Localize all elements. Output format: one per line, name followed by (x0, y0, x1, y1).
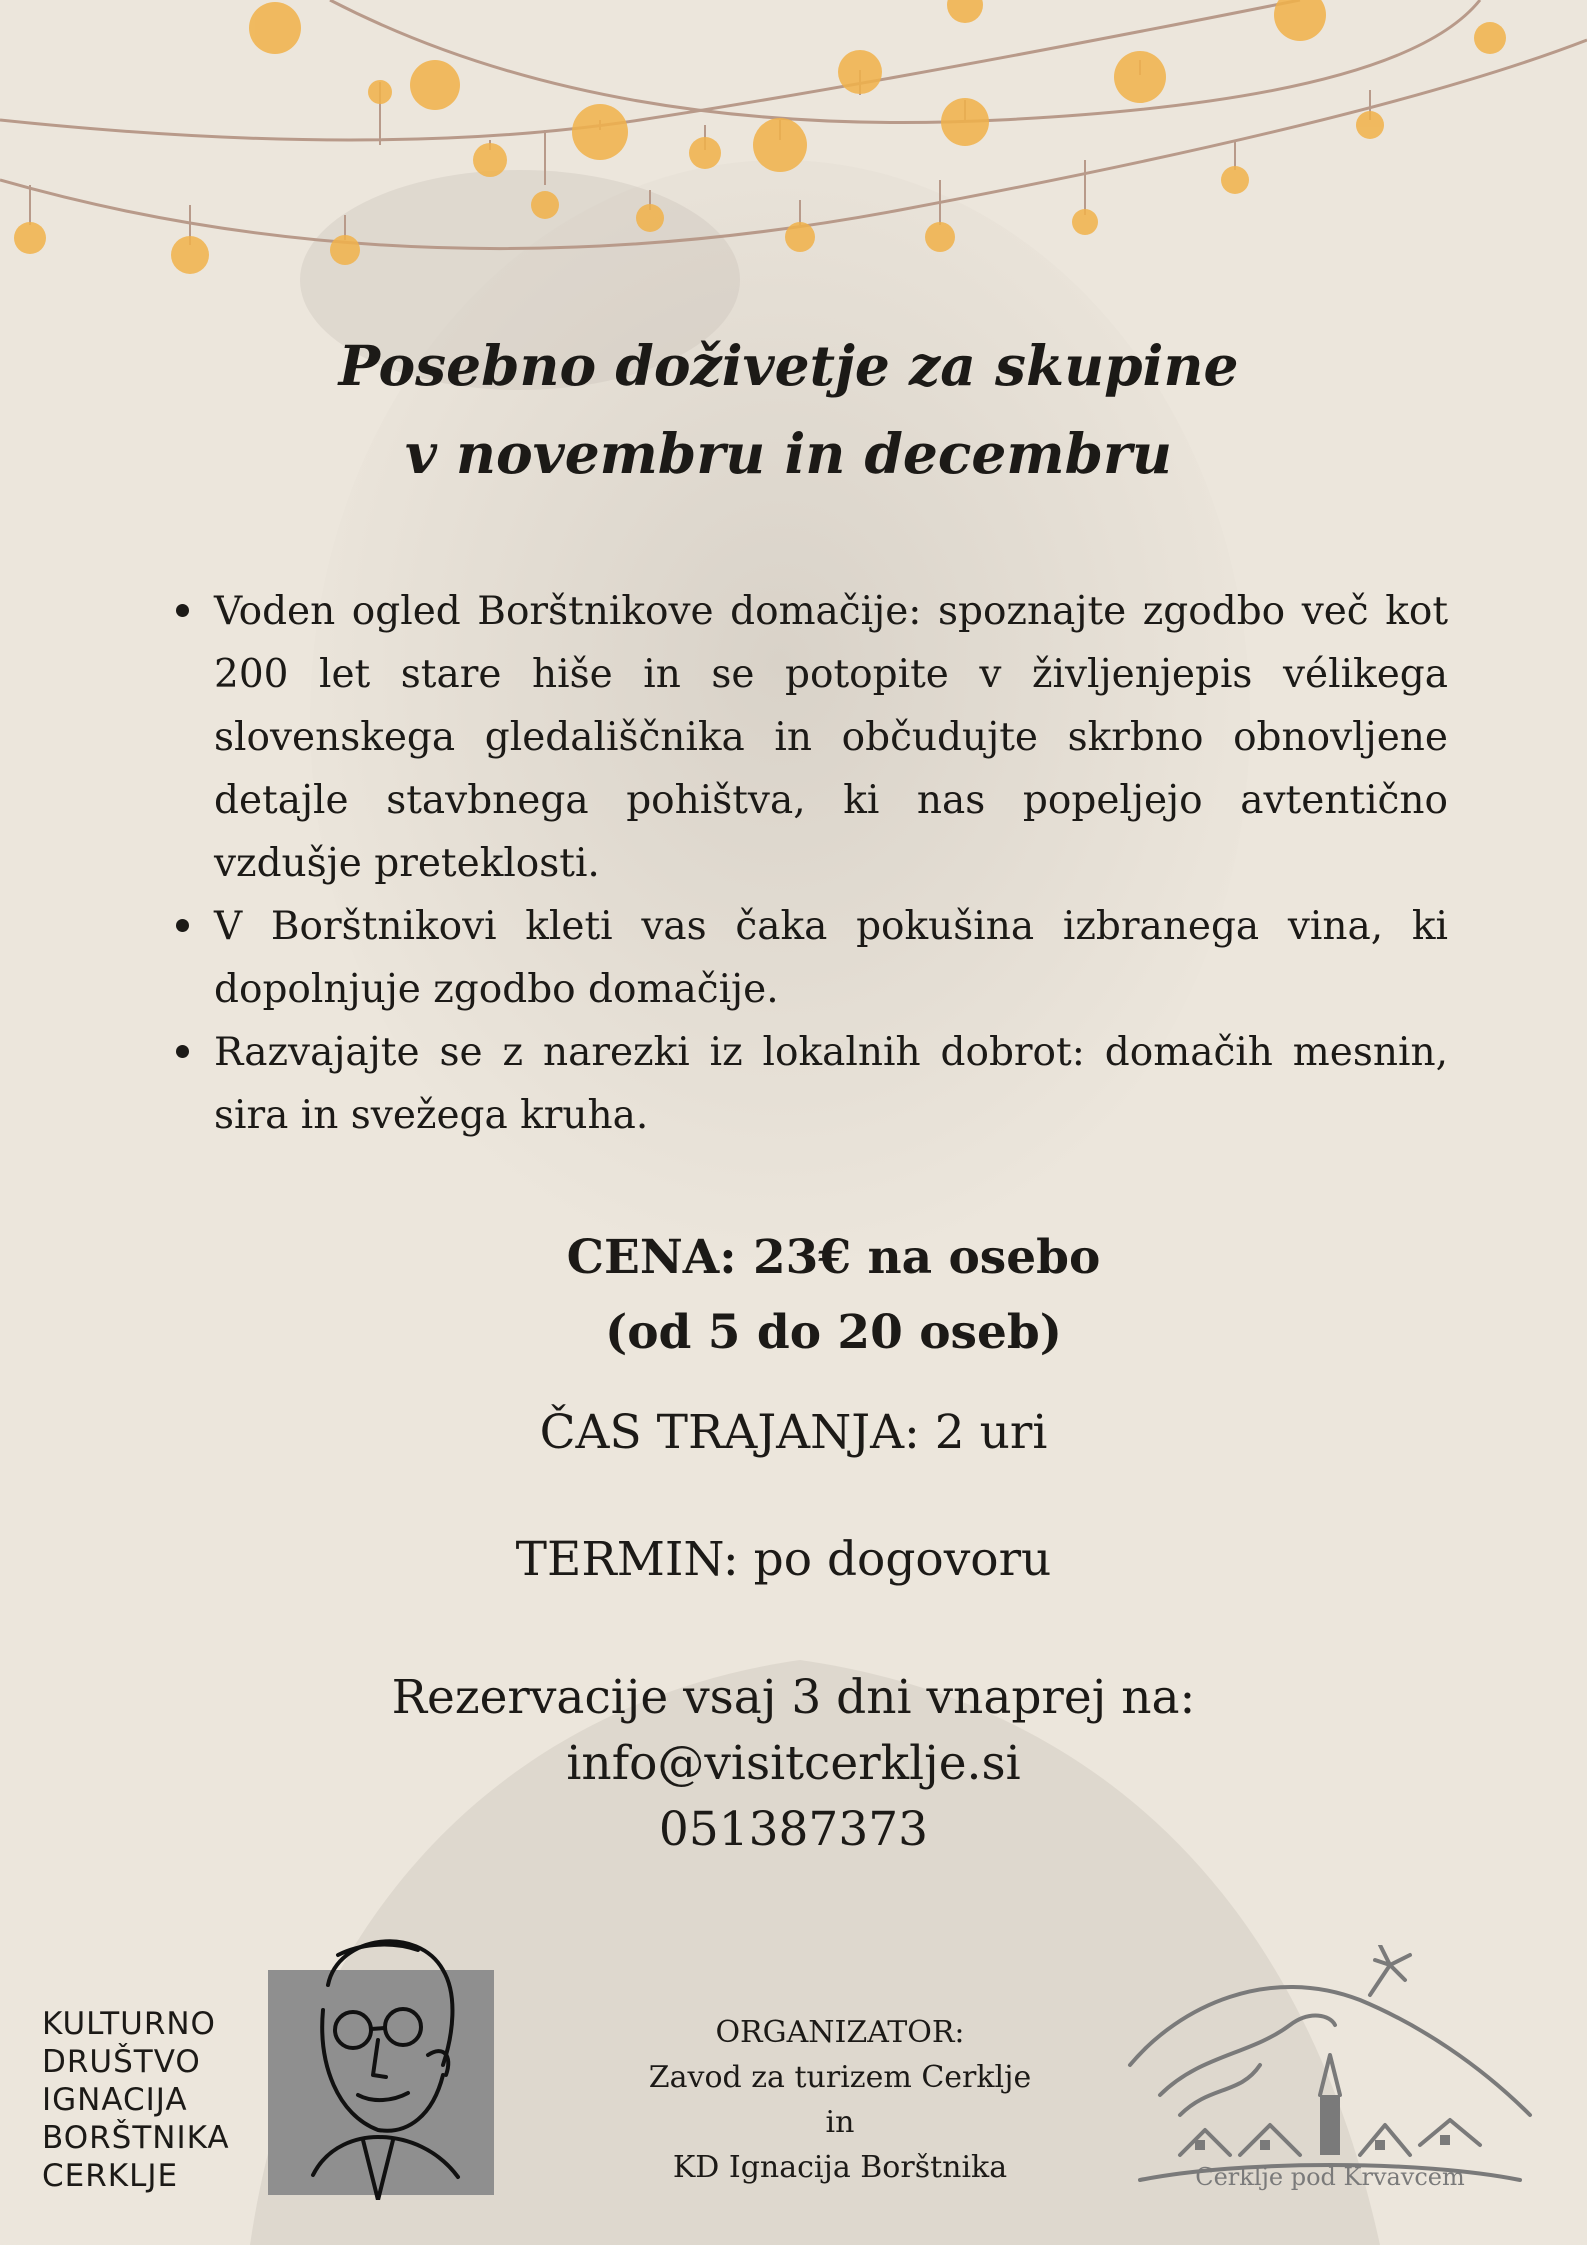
bullet-dot-icon (176, 919, 189, 932)
organizer-block (600, 2010, 1080, 2190)
reservation-email[interactable]: info@visitcerklje.si (566, 1736, 1021, 1791)
organizer-conjunction: in (825, 2105, 855, 2140)
reservation-text: Rezervacije vsaj 3 dni vnaprej na: (391, 1670, 1196, 1725)
price-block (0, 1220, 1587, 1370)
term-block (0, 1525, 1587, 1595)
string-lights-decoration (0, 0, 1587, 300)
duration-text: ČAS TRAJANJA: 2 uri (539, 1405, 1048, 1460)
duration-block (0, 1398, 1587, 1468)
borstnik-portrait-icon (268, 1915, 498, 2200)
bullet-item-tour: Voden ogled Borštnikove domačije: spoznajte zgodbo več kot 200 let stare hiše in se potopite v življenjepis vélikega slovenskega gledališčnika in občudujte skrbno obnovljene detajle stavbnega pohištva, ki nas popeljejo avtentično vzdušje preteklosti. (172, 580, 1448, 895)
reservation-phone[interactable]: 051387373 (658, 1802, 929, 1857)
kd-logo-text: KULTURNO DRUŠTVO IGNACIJA BORŠTNIKA CERKLJE (42, 2006, 230, 2194)
title-line-2: v novembru in decembru (404, 421, 1173, 486)
bullet-dot-icon (176, 1045, 189, 1058)
organizer-name-2: KD Ignacija Borštnika (672, 2150, 1008, 2185)
page-title (0, 322, 1587, 498)
bullet-item-food: Razvajajte se z narezki iz lokalnih dobrot: domačih mesnin, sira in svežega kruha. (172, 1021, 1448, 1147)
reservation-block (0, 1665, 1587, 1863)
price-line: CENA: 23€ na osebo (566, 1230, 1101, 1285)
bullet-dot-icon (176, 604, 189, 617)
offer-bullet-list (172, 580, 1448, 1147)
term-text: TERMIN: po dogovoru (515, 1532, 1052, 1587)
cerklje-landscape-logo-icon (1120, 1945, 1540, 2195)
bullet-item-wine: V Borštnikovi kleti vas čaka pokušina izbranega vina, ki dopolnjuje zgodbo domačije. (172, 895, 1448, 1021)
title-line-1: Posebno doživetje za skupine (338, 333, 1239, 398)
group-size-line: (od 5 do 20 oseb) (604, 1305, 1063, 1360)
organizer-label: ORGANIZATOR: (715, 2015, 965, 2050)
cerklje-logo-caption: Cerklje pod Krvavcem (1195, 2163, 1465, 2191)
organizer-name-1: Zavod za turizem Cerklje (648, 2060, 1032, 2095)
